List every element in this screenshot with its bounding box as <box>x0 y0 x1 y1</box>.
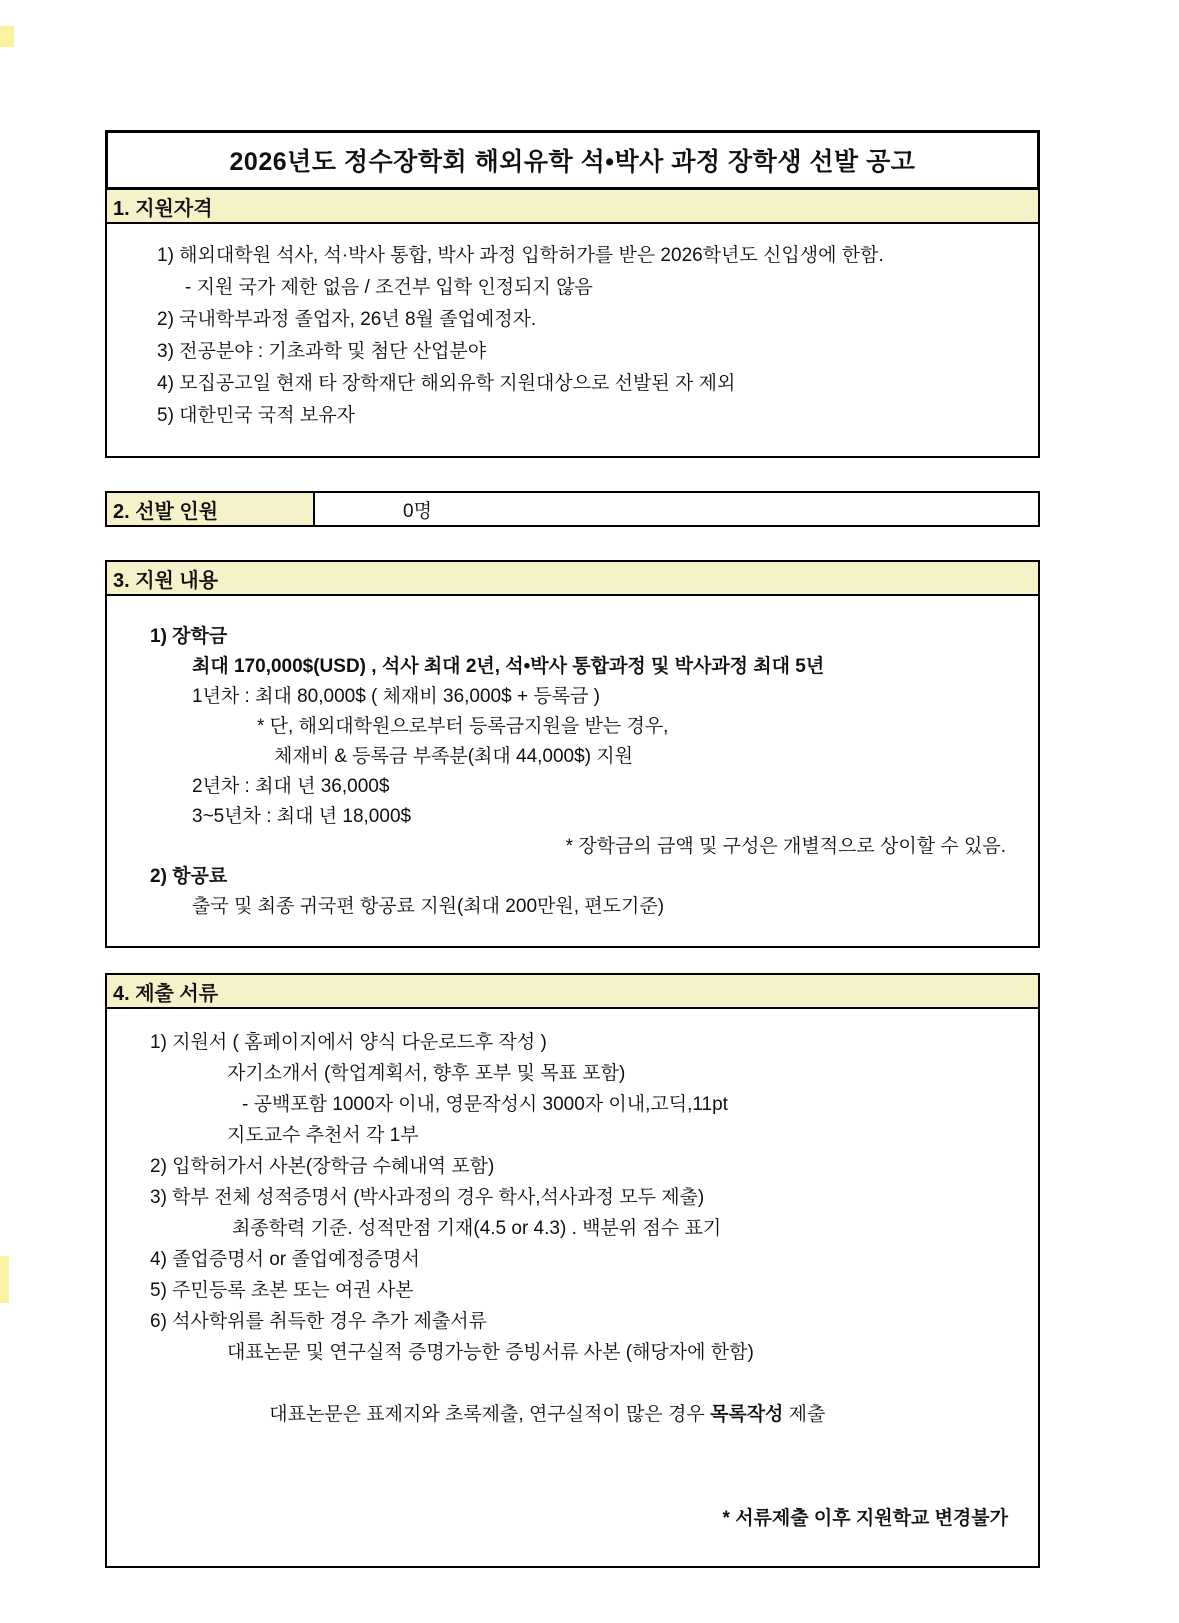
submission-item-2: 2) 입학허가서 사본(장학금 수혜내역 포함) <box>150 1156 495 1177</box>
rep-paper-post: 제출 <box>783 1404 826 1425</box>
eligibility-item-4: 4) 모집공고일 현재 타 장학재단 해외유학 지원대상으로 선발된 자 제외 <box>157 373 736 394</box>
section2-row <box>105 491 1040 527</box>
selection-count-value: 0명 <box>315 491 1040 527</box>
scholarship-max: 최대 170,000$(USD) , 석사 최대 2년, 석•박사 통합과정 및 박사과정 최대 5년 <box>192 656 825 677</box>
eligibility-item-5: 5) 대한민국 국적 보유자 <box>157 405 355 426</box>
airfare-detail: 출국 및 최종 귀국편 항공료 지원(최대 200만원, 편도기준) <box>192 896 665 917</box>
eligibility-item-3: 3) 전공분야 : 기초과학 및 첨단 산업분야 <box>157 341 487 362</box>
eligibility-item-2: 2) 국내학부과정 졸업자, 26년 8월 졸업예정자. <box>157 309 537 330</box>
submission-footnote: * 서류제출 이후 지원학교 변경불가 <box>722 1508 1008 1529</box>
left-edge-marker-middle <box>0 1256 9 1303</box>
section1-header: 1. 지원자격 <box>105 188 1040 224</box>
rep-paper-pre: 대표논문은 표제지와 초록제출, 연구실적이 많은 경우 <box>269 1404 710 1425</box>
submission-item-6: 6) 석사학위를 취득한 경우 추가 제출서류 <box>150 1311 487 1332</box>
section1-body <box>105 222 1040 458</box>
scholarship-year3to5: 3~5년차 : 최대 년 18,000$ <box>192 806 412 827</box>
scholarship-label: 1) 장학금 <box>150 626 228 647</box>
scholarship-year1: 1년차 : 최대 80,000$ ( 체재비 36,000$ + 등록금 ) <box>192 686 601 707</box>
submission-subitem-3a: 최종학력 기준. 성적만점 기재(4.5 or 4.3) . 백분위 점수 표기 <box>232 1218 722 1239</box>
submission-item-1: 1) 지원서 ( 홈페이지에서 양식 다운로드후 작성 ) <box>150 1032 547 1053</box>
submission-item-5: 5) 주민등록 초본 또는 여권 사본 <box>150 1280 414 1301</box>
submission-item-3: 3) 학부 전체 성적증명서 (박사과정의 경우 학사,석사과정 모두 제출) <box>150 1187 705 1208</box>
section4-header: 4. 제출 서류 <box>105 973 1040 1009</box>
scholarship-note-1: * 단, 해외대학원으로부터 등록금지원을 받는 경우, <box>257 716 669 737</box>
section4-body <box>105 1007 1040 1568</box>
submission-item-4: 4) 졸업증명서 or 졸업예정증명서 <box>150 1249 420 1270</box>
submission-subitem-1b: - 공백포함 1000자 이내, 영문작성시 3000자 이내,고딕,11pt <box>242 1094 728 1115</box>
airfare-label: 2) 항공료 <box>150 866 228 887</box>
scholarship-note-2: 체재비 & 등록금 부족분(최대 44,000$) 지원 <box>274 746 634 767</box>
submission-subitem-6b <box>107 1368 1038 1461</box>
scholarship-year2: 2년차 : 최대 년 36,000$ <box>192 776 390 797</box>
submission-subitem-1c: 지도교수 추천서 각 1부 <box>227 1125 419 1146</box>
section3-body <box>105 594 1040 948</box>
eligibility-item-1: 1) 해외대학원 석사, 석·박사 통합, 박사 과정 입학허가를 받은 2026학년도 신입생에 한함. <box>157 245 884 266</box>
submission-subitem-1a: 자기소개서 (학업계획서, 향후 포부 및 목표 포함) <box>227 1063 626 1084</box>
scholarship-variance-note: * 장학금의 금액 및 구성은 개별적으로 상이할 수 있음. <box>565 836 1006 857</box>
rep-paper-bold: 목록작성 <box>709 1404 784 1425</box>
submission-subitem-6a: 대표논문 및 연구실적 증명가능한 증빙서류 사본 (해당자에 한함) <box>227 1342 754 1363</box>
document-title: 2026년도 정수장학회 해외유학 석•박사 과정 장학생 선발 공고 <box>105 130 1040 190</box>
section3-header: 3. 지원 내용 <box>105 560 1040 596</box>
announcement-document <box>105 130 1040 1568</box>
section2-header: 2. 선발 인원 <box>105 491 315 527</box>
eligibility-subitem-1: - 지원 국가 제한 없음 / 조건부 입학 인정되지 않음 <box>185 277 593 298</box>
left-edge-marker-top <box>0 26 14 47</box>
